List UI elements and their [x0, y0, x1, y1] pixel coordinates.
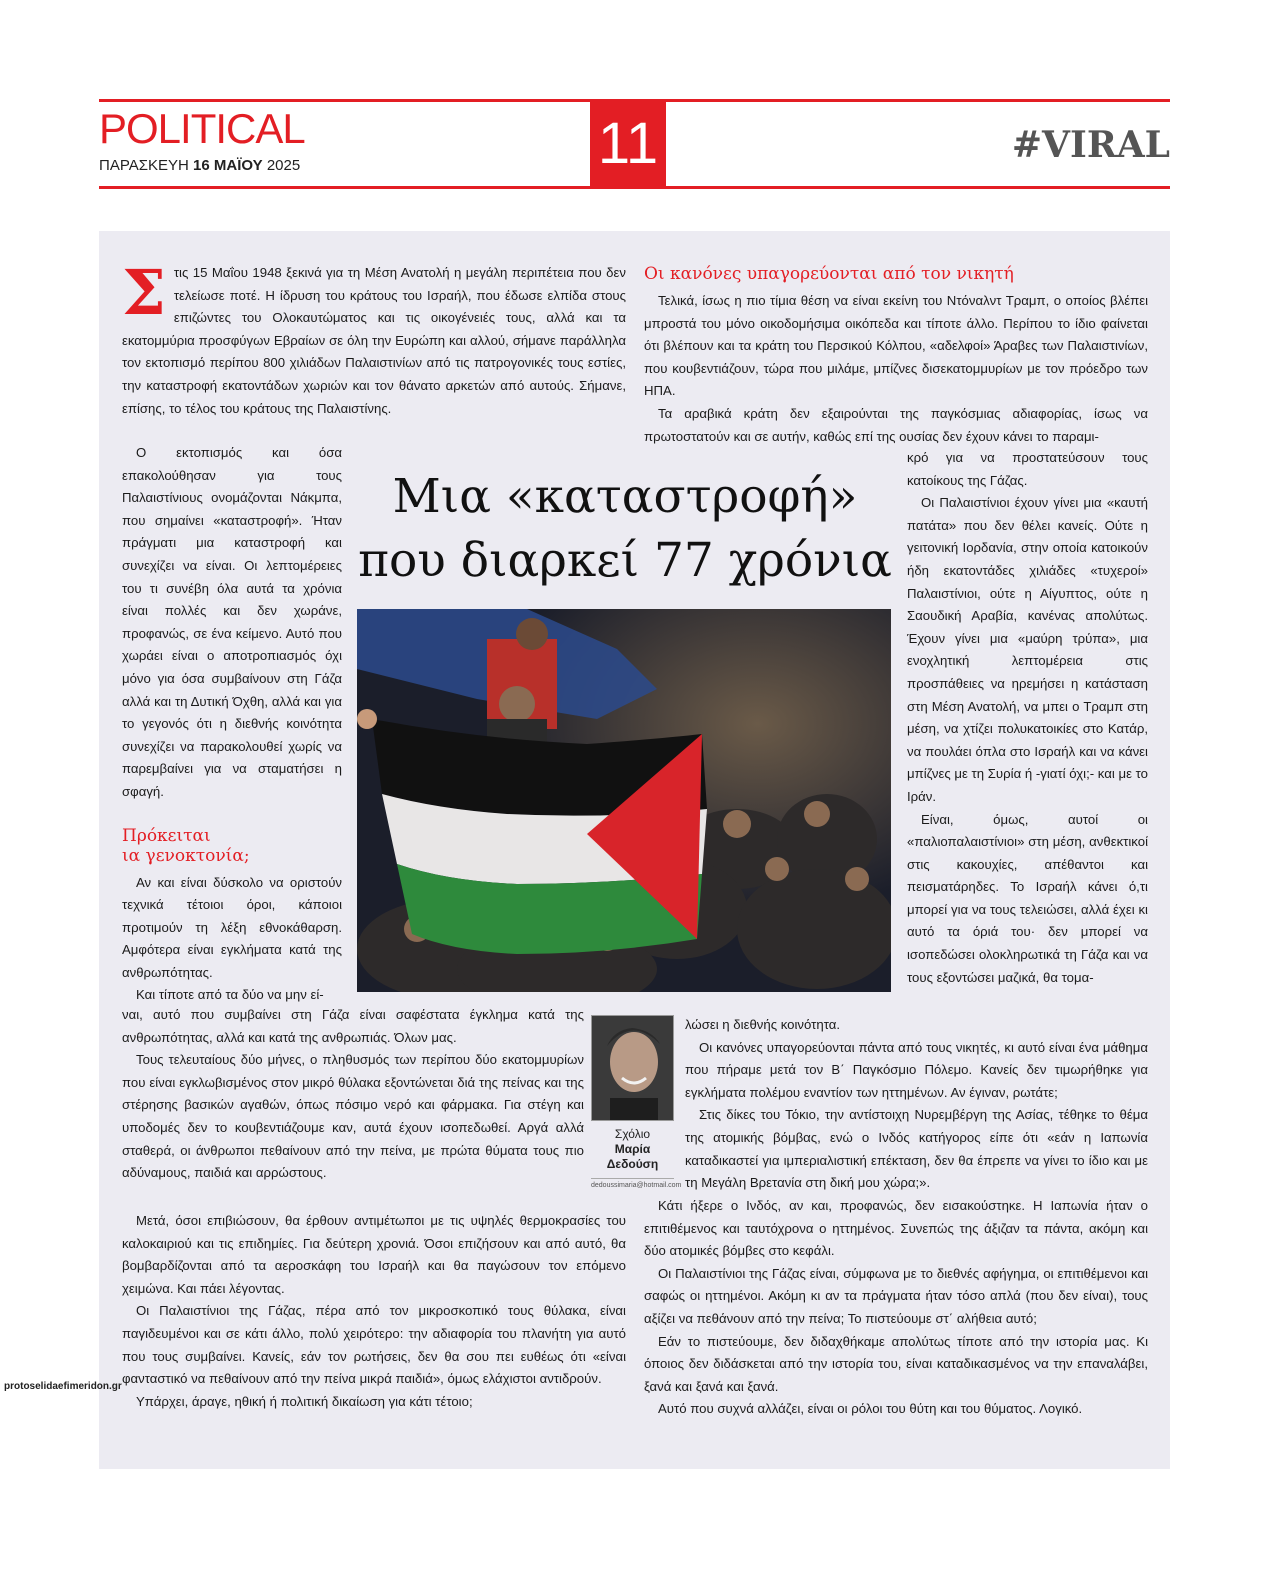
paragraph: Είναι, όμως, αυτοί οι «παλιοπαλαιστίνιοι» στη μέση, ανθεκτικοί στις κακουχίες, απέθαντοι και πεισματάρηδες. Το Ισραήλ κάνει ό,τι μπορεί για να τους τελειώσει, αλλά έχει κι αυτό τα όριά του· δεν μπορεί να ισοπεδώσει ολοκληρωτικά τη Γάζα και να τους εξοντώσει μαζικά, θα τομα- — [907, 811, 1148, 985]
paragraph: Οι κανόνες υπαγορεύονται πάντα από τους νικητές, κι αυτό είναι ένα μάθημα που πήραμε μετά τον Β΄ Παγκόσμιο Πόλεμο. Κανείς δεν τιμωρήθηκε για εγκλήματα πολέμου εναντίον των ηττημένων. Αν έγιναν, ρωτάτε; — [685, 1039, 1148, 1100]
author-label: Σχόλιο — [614, 1127, 651, 1141]
paragraph: ναι, αυτό που συμβαίνει στη Γάζα είναι σαφέστατα έγκλημα κατά της ανθρωπότητας, αλλά και κατά της ανθρωπιάς. Όλων μας. — [122, 1007, 584, 1045]
paragraph: τις 15 Μαΐου 1948 ξεκινά για τη Μέση Ανατολή η μεγάλη περιπέτεια που δεν τελείωσε ποτέ. Η ίδρυση του κράτους του Ισραήλ, που έδωσε ελπίδα στους επιζώντες του Ολοκαυτώματος και τις οικογένειές τους, αλλά και τα εκατομμύρια προσφύγων Εβραίων σε όλη την Ευρώπη και αλλού, σήμανε παράλληλα τον εκτοπισμό περίπου 800 χιλιάδων Παλαιστινίων από τις πατρογονικές τους εστίες, την καταστροφή εκατοντάδων χωριών και τον θάνατο αρκετών από αυτούς. Σήμανε, επίσης, το τέλος του κράτους της Παλαιστίνης. — [122, 265, 626, 416]
author-box — [591, 1015, 682, 1195]
author-email[interactable]: dedoussimaria@hotmail.com — [591, 1178, 674, 1189]
headline: Μια «καταστροφή» που διαρκεί 77 χρόνια — [358, 469, 892, 588]
column-right-bottom — [644, 1195, 1148, 1421]
paragraph: Μετά, όσοι επιβιώσουν, θα έρθουν αντιμέτωποι με τις υψηλές θερμοκρασίες του καλοκαιριού και τις επιδημίες. Για δεύτερη χρονιά. Όσοι επιζήσουν και από αυτό, θα βομβαρδίζονται από τα αεροσκάφη του Ισραήλ και θα παγώσουν τον επόμενο χειμώνα. Και πάει λέγοντας. — [122, 1213, 626, 1296]
dropcap: Σ — [122, 256, 166, 329]
paragraph: Οι Παλαιστίνιοι της Γάζας είναι, σύμφωνα με το διεθνές αφήγημα, οι επιτιθέμενοι και σαφώς οι ηττημένοι. Ακόμη κι αν τα πράγματα ήταν τόσο απλά (που δεν είναι), τους αξίζει να πεθάνουν από την πείνα; Το πιστεύουμε στ΄ αλήθεια αυτό; — [644, 1265, 1148, 1326]
subhead-genocide: Πρόκειται ια γενοκτονία; — [122, 825, 250, 866]
paragraph: Οι Παλαιστίνιοι έχουν γίνει μια «καυτή πατάτα» που δεν θέλει κανείς. Ούτε η γειτονική Ιορδανία, στην οποία κατοικούν ήδη εκατοντάδες χιλιάδες «τυχεροί» Παλαιστίνιοι, ούτε η Αίγυπτος, ούτε η Σαουδική Αραβία, κανένας απολύτως. Έχουν γίνει μια «μαύρη τρύπα», μια ενοχλητική λεπτομέρεια στις προσπάθειες να ηρεμήσει η κατάσταση στη Μέση Ανατολή, να μπει ο Τραμπ στη μέση, να χτίζει πολυκατοικίες στο Κατάρ, να πουλάει όπλα στο Ισραήλ και να κάνει μπίζνες με τη Συρία ή -γιατί όχι;- και με το Ιράν. — [907, 495, 1148, 804]
paragraph: λώσει η διεθνής κοινότητα. — [685, 1017, 841, 1032]
smiling-man — [499, 686, 535, 722]
palestinian-flag — [372, 719, 707, 954]
paragraph: Τους τελευταίους δύο μήνες, ο πληθυσμός των περίπου δύο εκατομμυρίων που είναι εγκλωβισμένος στον μικρό θύλακα εξοντώνεται διά της πείνας και της στέρησης βασικών αγαθών, όπως πόσιμο νερό και φάρμακα. Για στέγη και υποδομές δεν το κουβεντιάζουμε καν, αυτά έχουν ισοπεδωθεί. Αργά αλλά σταθερά, οι άνθρωποι πεθαίνουν από την πείνα, με πρώτα θύματα τους πιο αδύναμους, παιδιά και αρρώστους. — [122, 1052, 584, 1181]
section-label: #VIRAL — [1011, 124, 1170, 166]
watermark: protoselidaefimeridon.gr — [4, 1381, 122, 1392]
paragraph: Οι Παλαιστίνιοι της Γάζας, πέρα από τον μικροσκοπικό τους θύλακα, είναι παγιδευμένοι και σε κάτι άλλο, πολύ χειρότερο: την αδιαφορία του πλανήτη για αυτό που τους συμβαίνει. Κανείς, εάν τον ρωτήσεις, δεν θα σου πει ευθέως ότι «είναι φανταστικό να πεθαίνουν από την πείνα μικρά παιδιά», όμως ελάχιστοι αντιδρούν. — [122, 1303, 626, 1387]
author-photo — [591, 1015, 674, 1121]
article-intro — [122, 256, 626, 420]
brand-logo: POLITICAL — [99, 105, 305, 152]
author-caption — [591, 1127, 674, 1172]
column-left-lower — [122, 1004, 584, 1185]
paragraph: Τελικά, ίσως η πιο τίμια θέση να είναι εκείνη του Ντόναλντ Τραμπ, ο οποίος βλέπει μπροστά του μόνο οικοδομήσιμα οικόπεδα και τίποτε άλλο. Περίπου το ίδιο φαίνεται ότι βλέπουν και τα κράτη του Περσικού Κόλπου, «αδελφοί» Άραβες των Παλαιστινίων, που κουβεντιάζουν, τώρα που μιλάμε, μπίζνες δισεκατομμυρίων με τον πρόεδρο των ΗΠΑ. — [644, 293, 1148, 399]
paragraph: Και τίποτε από τα δύο να μην εί- — [136, 987, 324, 1003]
paragraph: Στις δίκες του Τόκιο, την αντίστοιχη Νυρεμβέργη της Ασίας, τέθηκε το θέμα της ατομικής βόμβας, ενώ ο Ινδός κατήγορος είπε ότι «εάν η Ιαπωνία καταδικαστεί για ιμπεριαλιστική επέκταση, δεν θα έπρεπε να γίνει το ίδιο και με τη Μεγάλη Βρετανία στη δική μου χώρα;». — [685, 1107, 1148, 1191]
issue-date: ΠΑΡΑΣΚΕΥΗ 16 ΜΑΪΟΥ 2025 — [99, 157, 301, 174]
column-left-bottom — [122, 1210, 626, 1413]
paragraph: Αυτό που συχνά αλλάζει, είναι οι ρόλοι του θύτη και του θύματος. Λογικό. — [658, 1401, 1083, 1417]
author-portrait-icon — [592, 1016, 673, 1120]
column-right-narrow — [907, 447, 1148, 989]
header-bottom-rule — [99, 186, 1170, 189]
paragraph: κρό για να προστατεύσουν τους κατοίκους της Γάζας. — [907, 450, 1148, 488]
paragraph: Κάτι ήξερε ο Ινδός, αν και, προφανώς, δεν εισακούστηκε. Η Ιαπωνία ήταν ο επιτιθέμενος και ταυτόχρονα ο ηττημένος. Συνεπώς της άξιζαν τα πάντα, ακόμη και δύο ατομικές βόμβες στο κεφάλι. — [644, 1198, 1148, 1259]
paragraph: Εάν το πιστεύουμε, δεν διδαχθήκαμε απολύτως τίποτε από την ιστορία μας. Κι όποιος δεν διδάσκεται από την ιστορία του, είναι καταδικασμένος να την επαναλάβει, ξανά και ξανά και ξανά. — [644, 1333, 1148, 1394]
flag-crowd-illustration — [357, 609, 891, 992]
paragraph: Τα αραβικά κράτη δεν εξαιρούνται της παγκόσμιας αδιαφορίας, ίσως να πρωτοστατούν και σε αυτήν, καθώς επί της ουσίας δεν έχουν κάνει το παραμι- — [644, 405, 1148, 444]
paragraph: Αν και είναι δύσκολο να οριστούν τεχνικά τέτοιοι όροι, κάποιοι προτιμούν τη λέξη εθνοκάθαρση. Αμφότερα είναι εγκλήματα κατά της ανθρωπότητας. — [122, 874, 342, 980]
author-last-name: Δεδούση — [606, 1157, 659, 1171]
page-number: 11 — [590, 101, 666, 186]
column-right-top — [644, 264, 1148, 448]
author-first-name: Μαρία — [614, 1142, 651, 1156]
article-photo — [357, 609, 891, 992]
column-left-narrow — [122, 442, 342, 1007]
paragraph: Υπάρχει, άραγε, ηθική ή πολιτική δικαίωση για κάτι τέτοιο; — [136, 1393, 473, 1409]
subhead-rules: Οι κανόνες υπαγορεύονται από τον νικητή — [644, 264, 1014, 284]
column-right-lower — [685, 1014, 1148, 1195]
paragraph: Ο εκτοπισμός και όσα επακολούθησαν για τους Παλαιστίνιους ονομάζονται Νάκμπα, που σημαίνει «καταστροφή». Ήταν πράγματι μια καταστροφή και συνεχίζει να είναι. Οι λεπτομέρειες του τι συνέβη όλα αυτά τα χρόνια είναι πολλές και δεν χωράνε, προφανώς, σε ένα κείμενο. Αυτό που χωράει είναι ο αποτροπιασμός όχι μόνο για όσα συμβαίνουν στη Γάζα αλλά και τη Δυτική Όχθη, αλλά και για το γεγονός ότι η διεθνής κοινότητα συνεχίζει να παρακολουθεί χωρίς να παρεμβαίνει για να σταματήσει η σφαγή. — [122, 445, 342, 799]
